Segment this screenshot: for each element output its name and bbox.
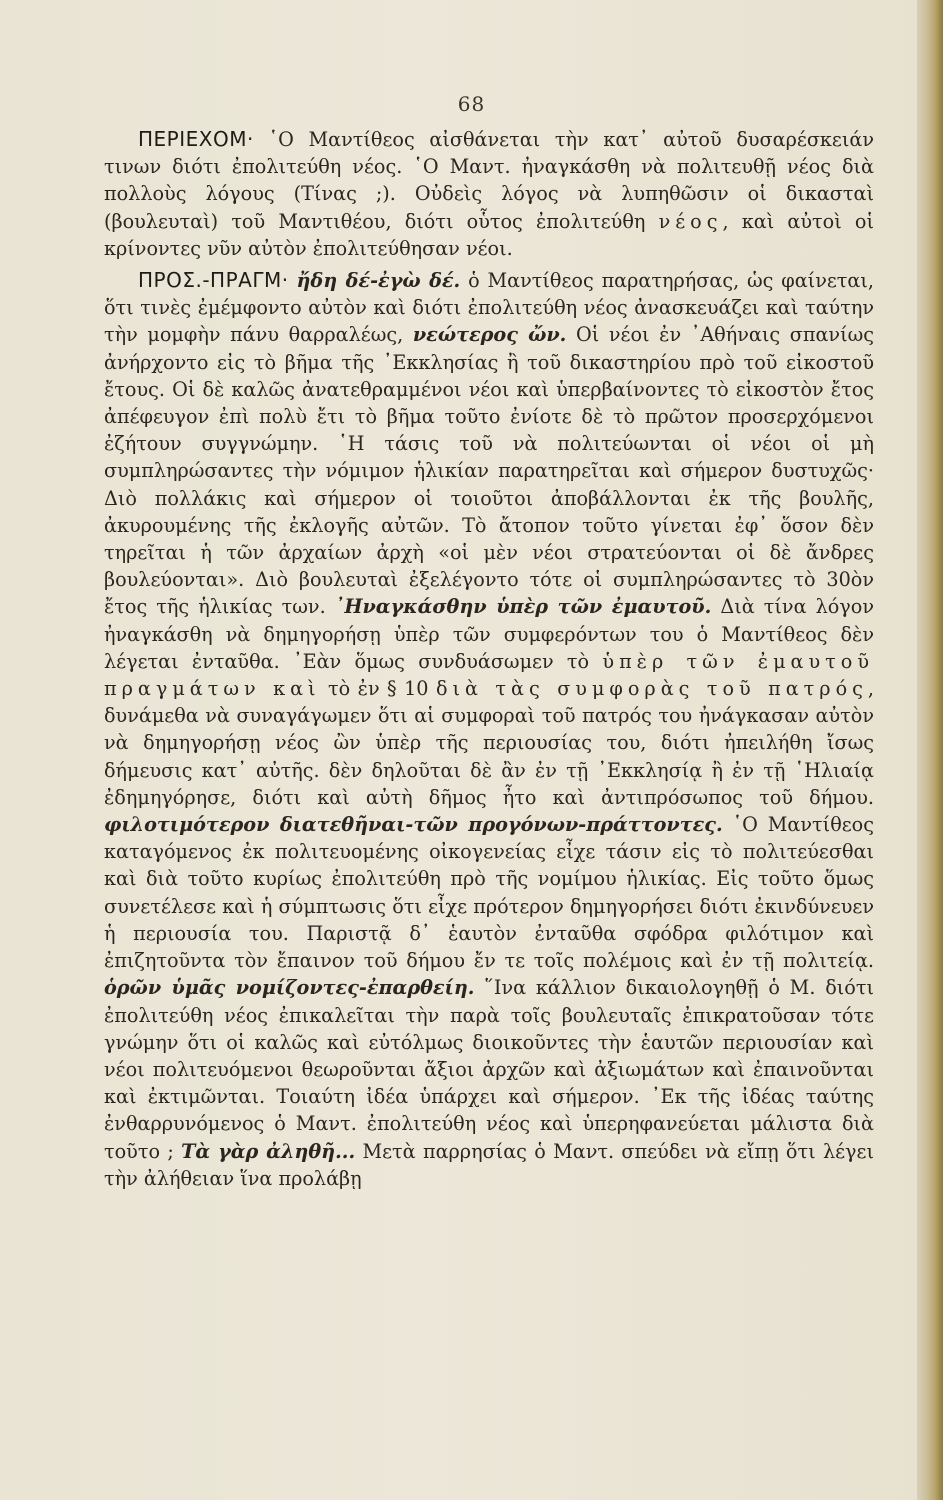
paragraph-text: Διὰ τίνα λόγον ἠναγκάσθη νὰ δημηγορήσῃ ὑπὲρ τῶν συμφερόντων του ὁ Μαντίθεος δὲν λέγεται ἐνταῦθα. ᾿Εὰν ὅμως συνδυάσωμεν τὸ [104,595,874,673]
paragraph-commentary [104,267,874,1192]
lemma: ᾿Ηναγκάσθην ὑπὲρ τῶν ἐμαυτοῦ. [334,595,712,619]
paragraph-text: Μετὰ παρρησίας ὁ Μαντ. σπεύδει νὰ εἴπῃ ὅτι λέγει τὴν ἀλήθειαν ἵνα προλάβῃ [104,1139,874,1190]
lemma: ἤδη δέ-ἐγὼ δέ. [296,269,461,293]
paragraph-text: ῾Ο Μαντίθεος αἰσθάνεται τὴν κατ᾽ αὐτοῦ δυσαρέσκειάν τινων διότι ἐπολιτεύθη νέος. ῾Ο Μαντ. ἠναγκάσθη νὰ πολιτευθῇ νέος διὰ πολλοὺς λόγους (Τίνας ;). Οὐδεὶς λόγος νὰ λυπηθῶσιν οἱ δικασταὶ (βουλευταὶ) τοῦ Μαντιθέου, διότι οὗτος ἐπολιτεύθη [104,128,874,233]
lemma: φιλοτιμότερον διατεθῆναι-τῶν προγόνων-πράττοντες. [104,813,723,837]
paragraph-summary [104,126,874,262]
paragraph-text: ῾Ο Μαντίθεος καταγόμενος ἐκ πολιτευομένης οἰκογενείας εἶχε τάσιν εἰς τὸ πολιτεύεσθαι καὶ διὰ τοῦτο κυρίως ἐπολιτεύθη πρὸ τῆς νομίμου ἡλικίας. Εἰς τοῦτο ὅμως συνετέλεσε καὶ ἡ σύμπτωσις ὅτι εἶχε πρότερον δημηγορήσει διότι ἐκινδύνευεν ἡ περιουσία του. Παριστᾷ δ᾽ ἑαυτὸν ἐνταῦθα σφόδρα φιλότιμον καὶ ἐπιζητοῦντα τὸν ἔπαινον τοῦ δήμου ἔν τε τοῖς πολέμοις καὶ ἐν τῇ πολιτείᾳ. [104,813,874,973]
page-number: 68 [457,92,486,116]
section-label-notes: ΠΡΟΣ.-ΠΡΑΓΜ· [138,268,289,293]
section-label-contents: ΠΕΡΙΕΧΟΜ· [138,127,254,151]
body-text [104,126,874,1192]
lemma: ὁρῶν ὑμᾶς νομίζοντες-ἐπαρθείη. [104,976,475,1000]
paragraph-text: ῞Ινα κάλλιον δικαιολογηθῇ ὁ Μ. διότι ἐπολιτεύθη νέος ἐπικαλεῖται τὴν παρὰ τοῖς βουλευταῖς ἐπικρατοῦσαν τότε γνώμην ὅτι οἱ καλῶς καὶ εὐτόλμως διοικοῦντες τὴν ἑαυτῶν περιουσίαν καὶ νέοι πολιτευόμενοι θεωροῦνται ἄξιοι ἀρχῶν καὶ ἀξιωμάτων καὶ ἐπαινοῦνται καὶ ἐκτιμῶνται. Τοιαύτη ἰδέα ὑπάρχει καὶ σήμερον. ᾿Εκ τῆς ἰδέας ταύτης ἐνθαρρυνόμενος ὁ Μαντ. ἐπολιτεύθη νέος καὶ ὑπερηφανεύεται μάλιστα διὰ τοῦτο ; [104,976,874,1163]
spaced-text: διὰ τὰς συμφορὰς τοῦ πατρός [435,677,868,701]
lemma: Τὰ γὰρ ἀληθῆ... [181,1139,356,1163]
paragraph-text: ὁ Μαντίθεος παρατηρήσας, ὡς φαίνεται, ὅτι τινὲς ἐμέμφοντο αὐτὸν καὶ διότι ἐπολιτεύθη νέος ἀνασκευάζει καὶ ταύτην τὴν μομφὴν πάνυ θαρραλέως, [104,269,874,347]
paragraph-text: , καὶ αὐτοὶ οἱ κρίνοντες νῦν αὐτὸν ἐπολιτεύθησαν νέοι. [104,209,874,260]
paragraph-text: τὸ ἐν § 10 [320,677,436,701]
spaced-text: νέος [658,209,723,233]
spaced-text: ὑπὲρ τῶν ἐμαυτοῦ πραγμάτων καὶ [104,649,874,701]
paragraph-text: , δυνάμεθα νὰ συναγάγωμεν ὅτι αἱ συμφοραὶ τοῦ πατρός του ἠνάγκασαν αὐτὸν νὰ δημηγορήσῃ νέος ὢν ὑπὲρ τῆς περιουσίας του, διότι ἠπειλήθη ἴσως δήμευσις κατ᾽ αὐτῆς. δὲν δηλοῦται δὲ ἂν ἐν τῇ ᾿Εκκλησίᾳ ἢ ἐν τῇ ῾Ηλιαίᾳ ἐδημηγόρησε, διότι καὶ αὐτὴ δῆμος ἦτο καὶ ἀντιπρόσωπος τοῦ δήμου. [104,677,874,809]
page-edge-binding [917,0,943,1500]
lemma: νεώτερος ὤν. [412,323,567,347]
paragraph-text: Οἱ νέοι ἐν ᾿Αθήναις σπανίως ἀνήρχοντο εἰς τὸ βῆμα τῆς ᾿Εκκλησίας ἢ τοῦ δικαστηρίου πρὸ τοῦ εἰκοστοῦ ἔτους. Οἱ δὲ καλῶς ἀνατεθραμμένοι νέοι καὶ ὑπερβαίνοντες τὸ εἰκοστὸν ἔτος ἀπέφευγον ἐπὶ πολὺ ἔτι τὸ βῆμα τοῦτο ἐνίοτε δὲ τὸ πρῶτον προσερχόμενοι ἐζήτουν συγγνώμην. ῾Η τάσις τοῦ νὰ πολιτεύωνται οἱ νέοι οἱ μὴ συμπληρώσαντες τὴν νόμιμον ἡλικίαν παρατηρεῖται καὶ σήμερον δυστυχῶς· Διὸ πολλάκις καὶ σήμερον οἱ τοιοῦτοι ἀποβάλλονται ἐκ τῆς βουλῆς, ἀκυρουμένης τῆς ἐκλογῆς αὐτῶν. Τὸ ἄτοπον τοῦτο γίνεται ἐφ᾽ ὅσον δὲν τηρεῖται ἡ τῶν ἀρχαίων ἀρχὴ «οἱ μὲν νέοι στρατεύονται οἱ δὲ ἄνδρες βουλεύονται». Διὸ βουλευταὶ ἐξελέγοντο τότε οἱ συμπληρώσαντες τὸ 30ὸν ἔτος τῆς ἡλικίας των. [104,323,874,619]
